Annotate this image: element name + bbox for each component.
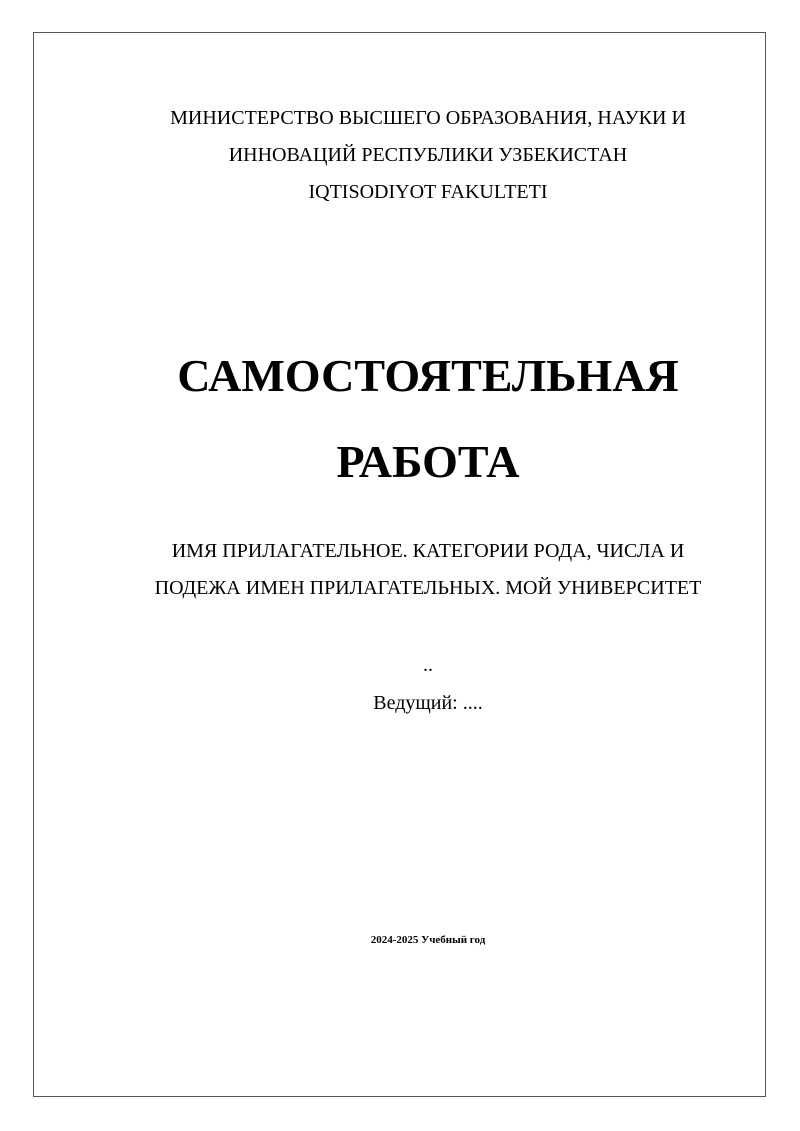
ministry-line-1: МИНИСТЕРСТВО ВЫСШЕГО ОБРАЗОВАНИЯ, НАУКИ И: [170, 107, 686, 129]
title-line-2: РАБОТА: [336, 436, 520, 487]
topic-line-1: ИМЯ ПРИЛАГАТЕЛЬНОЕ. КАТЕГОРИИ РОДА, ЧИСЛА И: [171, 540, 685, 562]
ministry-line-2: ИННОВАЦИЙ РЕСПУБЛИКИ УЗБЕКИСТАН: [228, 144, 628, 166]
document-title: [0, 333, 800, 505]
ministry-header: [0, 100, 800, 211]
leader-line: Ведущий: ....: [373, 692, 483, 714]
work-topic: [0, 533, 800, 607]
title-line-1: САМОСТОЯТЕЛЬНАЯ: [177, 350, 679, 401]
academic-year: 2024-2025 Учебный год: [370, 934, 486, 946]
student-placeholder: ..: [423, 654, 433, 676]
faculty-name: IQTISODIYOT FAKULTETI: [308, 181, 548, 203]
topic-line-2: ПОДЕЖА ИМЕН ПРИЛАГАТЕЛЬНЫХ. МОЙ УНИВЕРСИТЕТ: [154, 577, 702, 599]
